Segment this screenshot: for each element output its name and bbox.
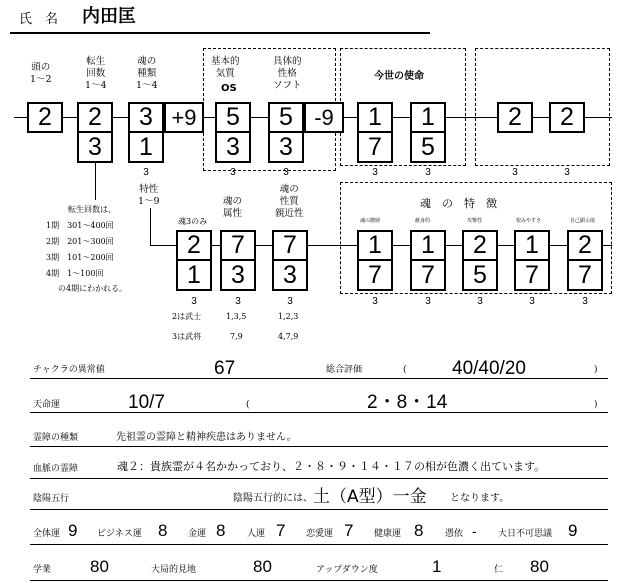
attribute-bottom: 3 xyxy=(220,259,256,291)
note-intro: 転生回数は、 xyxy=(68,205,116,214)
destiny-detail: 2・8・14 xyxy=(367,392,448,413)
note-outro: の4期にわかれる。 xyxy=(58,284,128,293)
note-attr-b: 7,9 xyxy=(230,332,243,341)
fortune-8-value: 9 xyxy=(568,521,578,540)
updown-label: アップダウン度 xyxy=(316,565,378,575)
fortune-7-value: - xyxy=(472,523,477,539)
trait-3-top: 2 xyxy=(462,230,498,261)
trait-4-label: 恨みやすさ xyxy=(516,218,542,224)
reincarnation-bottom: 3 xyxy=(77,131,113,163)
soul-type-label: 魂の 種類 1〜4 xyxy=(136,56,158,91)
row1-below-3: 3 xyxy=(372,167,378,178)
trait-number: 3 xyxy=(143,167,149,178)
fortune-5-label: 恋愛運 xyxy=(306,529,334,539)
chakra-value: 67 xyxy=(214,358,236,379)
basic-bottom: 3 xyxy=(215,131,251,163)
fortune-3-label: 金運 xyxy=(188,529,207,539)
row2-below-1: 3 xyxy=(191,296,197,307)
mission2-bottom: 5 xyxy=(410,131,446,163)
jin-label: 仁 xyxy=(494,565,504,575)
trait-3-label: 攻撃性 xyxy=(467,218,483,224)
fortune-4-value: 7 xyxy=(276,521,286,540)
plus-modifier: +9 xyxy=(164,102,204,133)
mission-title: 今世の使命 xyxy=(374,71,424,82)
jin-value: 80 xyxy=(530,557,549,576)
trait-1-below: 3 xyxy=(372,296,378,307)
note-general: 3は武将 xyxy=(172,332,202,341)
trait-5-top: 2 xyxy=(567,230,603,261)
basic-temperament-label: 基本的 気質 xyxy=(211,56,240,79)
row1-below-6: 3 xyxy=(564,167,570,178)
trait-2-below: 3 xyxy=(425,296,431,307)
total-open: ( xyxy=(403,365,407,375)
yinyang-post: となります。 xyxy=(450,493,510,504)
chakra-label: チャクラの異常値 xyxy=(33,365,105,375)
right-frame xyxy=(475,48,610,166)
blood-label: 血脈の霊障 xyxy=(33,464,79,474)
fortune-7-label: 憑依 xyxy=(445,529,464,539)
destiny-value: 10/7 xyxy=(128,392,165,413)
destiny-label: 天命運 xyxy=(33,400,61,410)
reincarnation-top: 2 xyxy=(77,102,113,133)
row2-below-2: 3 xyxy=(235,296,241,307)
only3-top: 2 xyxy=(176,230,212,261)
person-name: 内田匡 xyxy=(82,6,136,27)
row1-below-1: 3 xyxy=(230,167,236,178)
head-label: 頭の 1〜2 xyxy=(30,62,52,85)
trait-4-bottom: 7 xyxy=(514,259,550,291)
total-label: 総合評価 xyxy=(326,365,363,375)
note-period-2: 2期 201〜300回 xyxy=(46,237,114,246)
mission1-bottom: 7 xyxy=(357,131,393,163)
head-box: 2 xyxy=(27,102,63,133)
destiny-open: ( xyxy=(246,400,250,410)
trait-label: 特性 1〜9 xyxy=(138,184,160,207)
basic-top: 5 xyxy=(215,102,251,133)
note-period-4: 4期 1〜100回 xyxy=(46,269,104,278)
concrete-top: 5 xyxy=(268,102,304,133)
row1-below-5: 3 xyxy=(512,167,518,178)
view-label: 大局的見地 xyxy=(151,565,197,575)
affinity-bottom: 3 xyxy=(272,259,308,291)
soul-type-top: 3 xyxy=(128,102,164,133)
updown-value: 1 xyxy=(432,557,442,576)
concrete-bottom: 3 xyxy=(268,131,304,163)
attribute-label: 魂の 属性 xyxy=(223,196,243,219)
trait-5-bottom: 7 xyxy=(567,259,603,291)
os-label: OS xyxy=(221,83,237,94)
fortune-4-label: 人運 xyxy=(247,529,266,539)
affinity-top: 7 xyxy=(272,230,308,261)
fortune-1-value: 9 xyxy=(68,521,78,540)
fortune-8-label: 大日不可思議 xyxy=(498,529,553,539)
attribute-top: 7 xyxy=(220,230,256,261)
fortune-6-label: 健康運 xyxy=(374,529,402,539)
note-period-3: 3期 101〜200回 xyxy=(46,253,114,262)
minus-modifier: -9 xyxy=(304,102,344,133)
trait-4-top: 1 xyxy=(514,230,550,261)
total-close: ) xyxy=(594,365,598,375)
only3-bottom: 1 xyxy=(176,259,212,291)
destiny-close: ) xyxy=(594,400,598,410)
trait-1-label: 魂の階層 xyxy=(360,218,381,224)
yinyang-pre: 陰陽五行的には、 xyxy=(233,493,313,504)
trait-2-bottom: 7 xyxy=(410,259,446,291)
total-value: 40/40/20 xyxy=(452,358,526,379)
fortune-1-label: 全体運 xyxy=(33,529,61,539)
only3-label: 魂3のみ xyxy=(178,217,208,226)
study-label: 学業 xyxy=(33,565,52,575)
view-value: 80 xyxy=(253,557,272,576)
yinyang-label: 陰陽五行 xyxy=(33,494,70,504)
fortune-2-label: ビジネス運 xyxy=(97,529,142,539)
mission2-top: 1 xyxy=(410,102,446,133)
row1-below-4: 3 xyxy=(425,167,431,178)
trait-2-top: 1 xyxy=(410,230,446,261)
right-box-1: 2 xyxy=(497,102,533,133)
yinyang-main: 土（A型）一金 xyxy=(313,487,427,507)
traits-title: 魂 の 特 徴 xyxy=(420,197,497,210)
row2-below-3: 3 xyxy=(287,296,293,307)
spirit-value: 先祖霊の霊障と精神疾患はありません。 xyxy=(116,432,297,443)
row1-below-2: 3 xyxy=(283,167,289,178)
name-label: 氏 名 xyxy=(19,12,59,27)
trait-3-bottom: 5 xyxy=(462,259,498,291)
mission1-top: 1 xyxy=(357,102,393,133)
trait-3-below: 3 xyxy=(477,296,483,307)
concrete-personality-label: 具体的 性格 ソフト xyxy=(273,56,302,91)
fortune-5-value: 7 xyxy=(344,521,354,540)
trait-4-below: 3 xyxy=(529,296,535,307)
note-attr-a: 1,3,5 xyxy=(226,312,247,321)
fortune-6-value: 8 xyxy=(414,521,424,540)
note-aff-a: 1,2,3 xyxy=(278,312,299,321)
trait-5-below: 3 xyxy=(582,296,588,307)
soul-type-bottom: 1 xyxy=(128,131,164,163)
note-samurai: 2は武士 xyxy=(172,312,202,321)
spirit-label: 霊障の種類 xyxy=(33,433,79,443)
trait-2-label: 献身的 xyxy=(415,218,431,224)
note-aff-b: 4,7,9 xyxy=(278,332,299,341)
note-period-1: 1期 301〜400回 xyxy=(46,221,114,230)
trait-1-top: 1 xyxy=(357,230,393,261)
trait-5-label: 自己顕示欲 xyxy=(570,218,596,224)
study-value: 80 xyxy=(90,557,109,576)
trait-1-bottom: 7 xyxy=(357,259,393,291)
fortune-3-value: 8 xyxy=(216,521,226,540)
fortune-2-value: 8 xyxy=(158,521,168,540)
blood-value: 魂２：貴族霊が４名かかっており、２・８・９・１４・１７の相が色濃く出ています。 xyxy=(117,460,546,473)
affinity-label: 魂の 性質 親近性 xyxy=(275,184,304,219)
right-box-2: 2 xyxy=(549,102,585,133)
reincarnation-label: 転生 回数 1〜4 xyxy=(85,56,107,91)
